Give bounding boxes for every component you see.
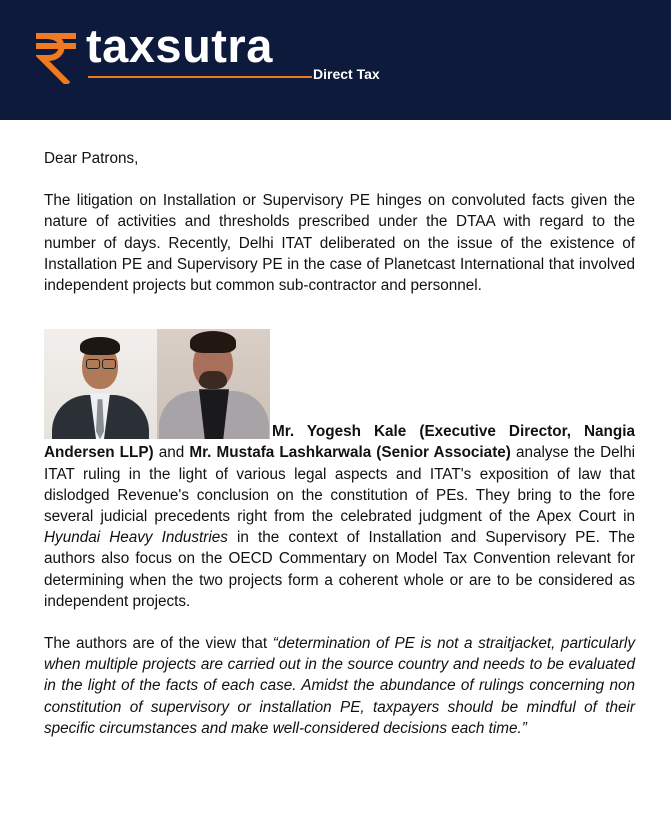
body-text-part-2: in the context of Installation and Supervisory PE. The authors also focus on the OECD Commentary on Model Tax Convention relevant for determining when the two projects form a coherent whole or are to be considered as independent projects. xyxy=(44,529,635,610)
brand-underline xyxy=(88,76,312,78)
brand-name[interactable]: taxsutra xyxy=(86,19,273,72)
article-body xyxy=(44,148,635,739)
greeting: Dear Patrons, xyxy=(44,150,139,167)
case-name: Hyundai Heavy Industries xyxy=(44,529,228,547)
view-quote: “determination of PE is not a straitjacket, particularly when multiple projects are carried out in the source country and needs to be evaluated in the light of the facts of each case. Amidst the abundance of rulings concerning non constitution of supervisory or installation PE, taxpayers should be mindful of their specific circumstances and make well-considered decisions each time.” xyxy=(44,635,635,737)
authors-view-paragraph xyxy=(44,633,635,739)
sub-brand: Direct Tax xyxy=(313,66,380,82)
authors-paragraph xyxy=(44,421,635,612)
header-banner xyxy=(0,0,671,120)
author-2-name: Mr. Mustafa Lashkarwala (Senior Associate) xyxy=(189,444,511,462)
author-1-name: Mr. Yogesh Kale (Executive Director, Nangia Andersen LLP) xyxy=(44,423,635,462)
author-photo-yogesh-kale xyxy=(44,329,157,439)
view-lead: The authors are of the view that xyxy=(44,635,273,653)
authors-conjunction: and xyxy=(153,444,190,462)
body-text-part-1: analyse the Delhi ITAT ruling in the light of various legal aspects and ITAT's exposition of law that dislodged Revenue's conclusion on the constitution of PEs. They bring to the fore several judicial precedents right from the celebrated judgment of the Apex Court in xyxy=(44,444,635,526)
author-photo-mustafa-lashkarwala xyxy=(157,329,270,439)
authors-row xyxy=(44,329,635,439)
intro-paragraph: The litigation on Installation or Supervisory PE hinges on convoluted facts given the nature of activities and thresholds prescribed under the DTAA with regard to the number of days. Recently, Delhi ITAT deliberated on the issue of the existence of Installation PE and Supervisory PE in the case of Planetcast International that involved independent projects but common sub-contractor and personnel. xyxy=(44,192,635,295)
rupee-icon xyxy=(36,32,76,84)
author-photos xyxy=(44,329,270,439)
